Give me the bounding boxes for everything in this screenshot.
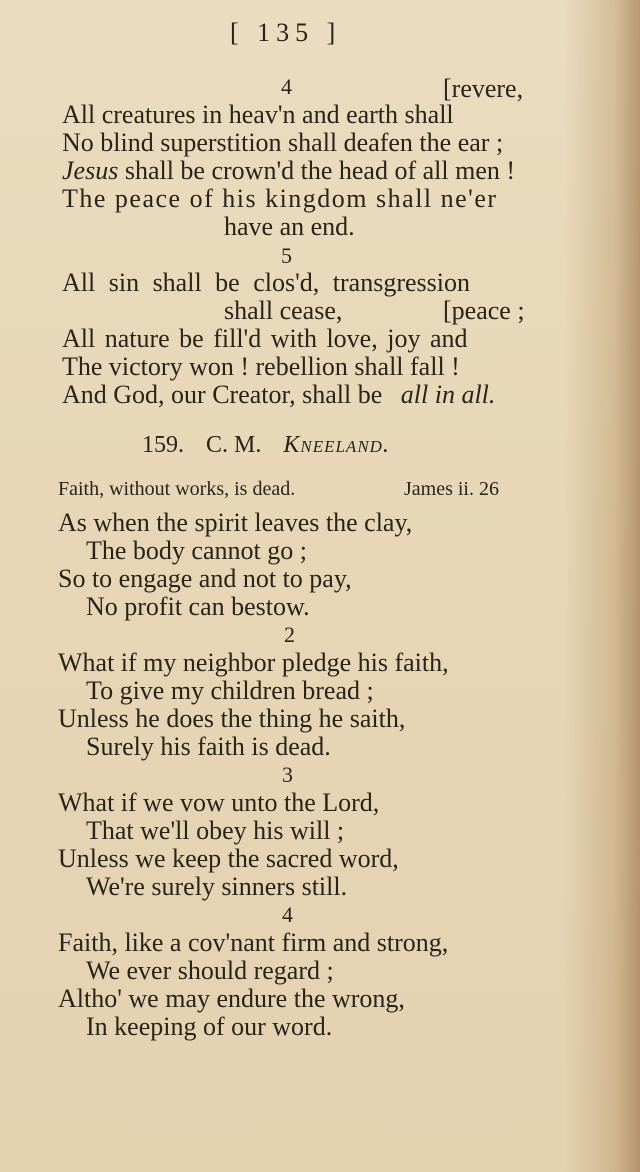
verse-line-text: shall be crown'd the head of all men !	[124, 156, 516, 185]
verse-line: So to engage and not to pay,	[58, 564, 352, 593]
verse-number: 5	[281, 243, 292, 268]
verse-line: Unless we keep the sacred word,	[58, 844, 399, 873]
verse-line: The peace of his kingdom shall ne'er	[62, 184, 498, 213]
verse-line: The victory won ! rebellion shall fall !	[62, 352, 460, 381]
verse-line: We're surely sinners still.	[86, 872, 348, 901]
verse-line: The body cannot go ;	[86, 536, 307, 565]
hymn-meter: C. M.	[206, 432, 262, 458]
hymn-number: 159.	[142, 432, 184, 458]
verse-line: In keeping of our word.	[86, 1012, 333, 1041]
verse-line	[62, 380, 495, 410]
italic-phrase: all in all.	[400, 380, 496, 409]
verse-line: That we'll obey his will ;	[86, 816, 345, 845]
verse-line: have an end.	[224, 212, 355, 241]
verse-turnover: [peace ;	[443, 296, 525, 325]
verse-line: shall cease,	[224, 296, 343, 325]
verse-line: Unless he does the thing he saith,	[58, 704, 406, 733]
verse-line: Faith, like a cov'nant firm and strong,	[58, 928, 449, 957]
verse-turnover: [revere,	[443, 74, 524, 103]
verse-number: 3	[282, 762, 293, 787]
verse-line-text: And God, our Creator, shall be	[62, 380, 383, 409]
verse-number: 2	[284, 622, 295, 647]
verse-line: All nature be fill'd with love, joy and	[62, 324, 468, 353]
hymn-author: Kneeland.	[283, 432, 390, 458]
verse-line: To give my children bread ;	[86, 676, 374, 705]
verse-line: Altho' we may endure the wrong,	[58, 984, 405, 1013]
verse-line: What if my neighbor pledge his faith,	[58, 648, 449, 677]
verse-line	[62, 156, 515, 186]
verse-line: All sin shall be clos'd, transgression	[62, 268, 470, 297]
verse-line: As when the spirit leaves the clay,	[58, 508, 413, 537]
hymn-heading	[142, 430, 390, 460]
verse-line	[62, 100, 530, 130]
verse-line: No blind superstition shall deafen the ear ;	[62, 128, 504, 157]
italic-word: Jesus	[62, 156, 119, 185]
verse-line: No profit can bestow.	[86, 592, 310, 621]
verse-number: 4	[281, 74, 292, 99]
verse-line: What if we vow unto the Lord,	[58, 788, 380, 817]
page-header: [ 135 ]	[230, 18, 342, 47]
verse-line: We ever should regard ;	[86, 956, 334, 985]
verse-line-text: All creatures in heav'n and earth shall	[62, 100, 454, 129]
hymn-epigraph: Faith, without works, is dead.	[58, 478, 296, 500]
verse-number: 4	[282, 902, 293, 927]
scripture-reference: James ii. 26	[404, 478, 499, 500]
verse-line: Surely his faith is dead.	[86, 732, 331, 761]
